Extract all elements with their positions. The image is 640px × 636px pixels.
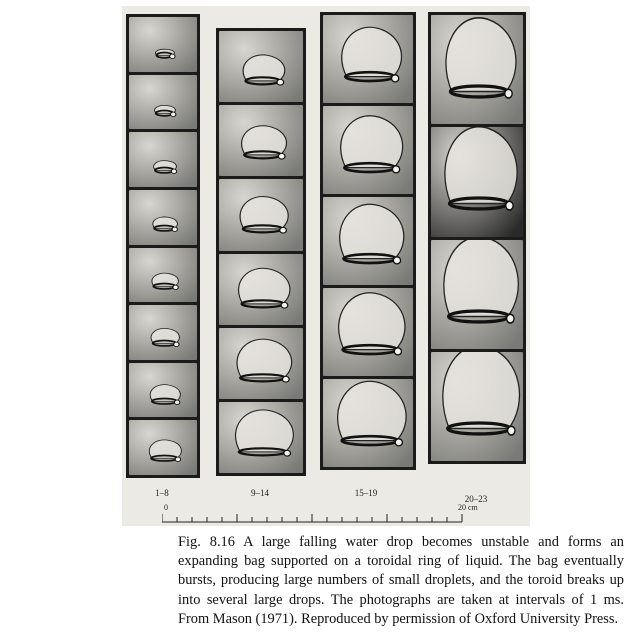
drop-photo-frame — [219, 402, 303, 473]
drop-photo-frame — [219, 328, 303, 399]
drop-photo-frame — [219, 31, 303, 102]
drop-photo-frame — [431, 15, 523, 124]
drop-photo-frame — [431, 352, 523, 461]
strip-label-1-8: 1–8 — [155, 488, 169, 498]
strip-label-20-23: 20–23 — [464, 494, 488, 504]
drop-photo-frame — [323, 197, 413, 285]
photo-strip-20-23 — [428, 12, 526, 464]
scale-bar — [162, 510, 482, 524]
drop-photo-frame — [323, 379, 413, 467]
strip-label-15-19: 15–19 — [354, 488, 378, 498]
drop-photo-frame — [219, 179, 303, 250]
drop-photo-frame — [323, 15, 413, 103]
photo-strip-9-14 — [216, 28, 306, 476]
drop-photo-frame — [129, 75, 197, 130]
drop-photo-frame — [129, 17, 197, 72]
drop-photo-frame — [323, 288, 413, 376]
figure-caption: Fig. 8.16 A large falling water drop becomes unstable and forms an expanding bag supported on a toroidal ring of liquid. The bag eventually bursts, producing large numbers of small droplets, and the toroid breaks up into several large drops. The photographs are taken at intervals of 1 ms. From Mason (1971). Reproduced by permission of Oxford University Press. — [178, 534, 624, 627]
drop-photo-frame — [129, 305, 197, 360]
drop-photo-frame — [431, 127, 523, 236]
drop-photo-frame — [129, 363, 197, 418]
drop-photo-frame — [219, 105, 303, 176]
photo-strip-1-8 — [126, 14, 200, 478]
drop-photo-frame — [431, 240, 523, 349]
strip-label-9-14: 9–14 — [251, 488, 269, 498]
drop-photo-frame — [129, 190, 197, 245]
drop-photo-frame — [129, 248, 197, 303]
drop-photo-frame — [129, 132, 197, 187]
photo-strip-15-19 — [320, 12, 416, 470]
drop-photo-frame — [323, 106, 413, 194]
drop-photo-frame — [219, 254, 303, 325]
scale-start-label: 0 — [164, 503, 168, 512]
photo-plate — [122, 6, 530, 526]
scale-end-label: 20 cm — [458, 503, 478, 512]
drop-photo-frame — [129, 420, 197, 475]
